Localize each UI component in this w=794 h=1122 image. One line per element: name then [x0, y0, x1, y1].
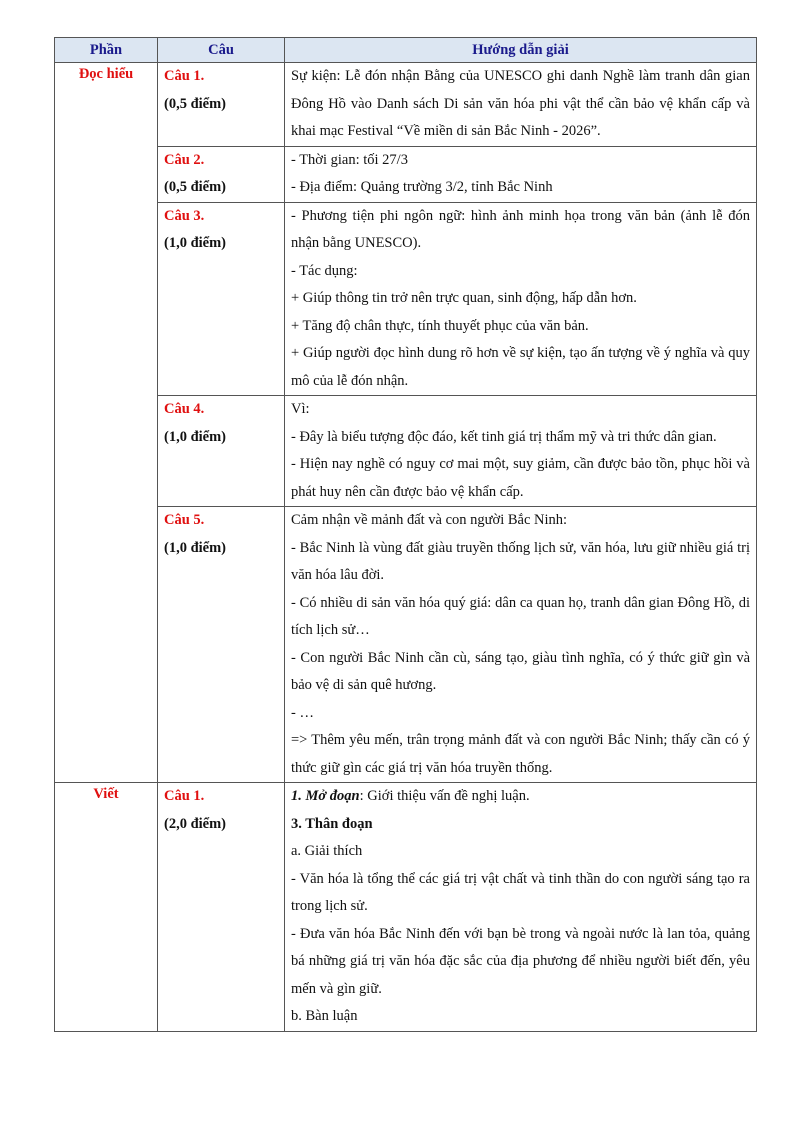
table-header-row: [55, 38, 757, 63]
question-cell: [158, 507, 285, 783]
answer-line: - Tác dụng:: [291, 262, 358, 279]
answer-cell: [285, 63, 757, 147]
mo-doan-label: 1. Mở đoạn: [291, 788, 360, 804]
answer-line: + Tăng độ chân thực, tính thuyết phục của văn bản.: [291, 317, 589, 334]
answer-line: + Giúp thông tin trở nên trực quan, sinh động, hấp dẫn hơn.: [291, 290, 637, 306]
answer-line: Sự kiện: Lễ đón nhận Bằng của UNESCO ghi danh Nghề làm tranh dân gian Đông Hồ vào Danh sách Di sản văn hóa phi vật thể cần bảo vệ khẩn cấp và khai mạc Festival “Về miền di sản Bắc Ninh - 2026”.: [291, 68, 750, 139]
header-phan: Phần: [55, 38, 158, 63]
answer-line: [291, 783, 750, 811]
answer-line: - Hiện nay nghề có nguy cơ mai một, suy giảm, cần được bảo tồn, phục hồi và phát huy nên cần được bảo vệ khẩn cấp.: [291, 456, 750, 500]
answer-key-table: [54, 37, 757, 1032]
question-cell: [158, 783, 285, 1032]
question-points: (1,0 điểm): [164, 428, 227, 445]
question-number: Câu 2.: [164, 151, 205, 168]
table-row: [55, 783, 757, 1032]
answer-line: - Thời gian: tối 27/3: [291, 151, 408, 168]
mo-doan-text: : Giới thiệu vấn đề nghị luận.: [359, 788, 530, 804]
table-row: [55, 63, 757, 147]
table-row: [55, 202, 757, 396]
answer-cell: [285, 202, 757, 396]
table-row: [55, 396, 757, 507]
question-points: (2,0 điểm): [164, 815, 227, 832]
answer-line: - Đây là biểu tượng độc đáo, kết tinh giá trị thẩm mỹ và tri thức dân gian.: [291, 428, 717, 445]
answer-line: + Giúp người đọc hình dung rõ hơn về sự kiện, tạo ấn tượng về ý nghĩa và quy mô của lễ đón nhận.: [291, 345, 750, 389]
answer-line: - Địa điểm: Quảng trường 3/2, tỉnh Bắc Ninh: [291, 179, 553, 195]
question-number: Câu 5.: [164, 512, 205, 528]
question-cell: [158, 202, 285, 396]
answer-line: - Bắc Ninh là vùng đất giàu truyền thống lịch sử, văn hóa, lưu giữ nhiều giá trị văn hóa lâu đời.: [291, 539, 750, 583]
question-cell: [158, 63, 285, 147]
answer-line: - Văn hóa là tổng thể các giá trị vật chất và tinh thần do con người sáng tạo ra trong lịch sử.: [291, 870, 750, 914]
answer-line: a. Giải thích: [291, 843, 363, 859]
answer-line: - Con người Bắc Ninh cần cù, sáng tạo, giàu tình nghĩa, có ý thức giữ gìn và bảo vệ di sản quê hương.: [291, 649, 750, 693]
table-row: [55, 146, 757, 202]
answer-line: b. Bàn luận: [291, 1008, 358, 1024]
question-number: Câu 1.: [164, 68, 205, 84]
answer-line: => Thêm yêu mến, trân trọng mảnh đất và con người Bắc Ninh; thấy cần có ý thức giữ gìn các giá trị văn hóa truyền thống.: [291, 732, 750, 776]
than-doan-label: 3. Thân đoạn: [291, 815, 373, 832]
answer-cell: [285, 783, 757, 1032]
question-points: (1,0 điểm): [164, 235, 227, 251]
question-number: Câu 4.: [164, 401, 205, 417]
question-cell: [158, 146, 285, 202]
section-viet: Viết: [55, 783, 158, 1032]
answer-line: - …: [291, 704, 314, 721]
question-points: (0,5 điểm): [164, 95, 227, 112]
question-number: Câu 1.: [164, 788, 205, 804]
answer-cell: [285, 146, 757, 202]
answer-line: Cảm nhận về mảnh đất và con người Bắc Ninh:: [291, 512, 568, 528]
header-cau: Câu: [158, 38, 285, 63]
question-points: (0,5 điểm): [164, 179, 227, 195]
question-points: (1,0 điểm): [164, 539, 227, 556]
answer-line: - Đưa văn hóa Bắc Ninh đến với bạn bè trong và ngoài nước là lan tỏa, quảng bá những giá trị văn hóa đặc sắc của địa phương để nhiều người biết đến, yêu mến và gìn giữ.: [291, 925, 750, 997]
answer-cell: [285, 396, 757, 507]
answer-line: - Có nhiều di sản văn hóa quý giá: dân ca quan họ, tranh dân gian Đông Hồ, di tích lịch sử…: [291, 594, 750, 638]
answer-line: - Phương tiện phi ngôn ngữ: hình ảnh minh họa trong văn bản (ảnh lễ đón nhận bằng UNESCO).: [291, 207, 750, 251]
answer-line: Vì:: [291, 401, 310, 417]
table-row: [55, 507, 757, 783]
question-cell: [158, 396, 285, 507]
header-huong-dan: Hướng dẫn giải: [285, 38, 757, 63]
answer-key-page: [54, 37, 756, 1032]
answer-cell: [285, 507, 757, 783]
section-doc-hieu: Đọc hiểu: [55, 63, 158, 783]
question-number: Câu 3.: [164, 207, 205, 224]
